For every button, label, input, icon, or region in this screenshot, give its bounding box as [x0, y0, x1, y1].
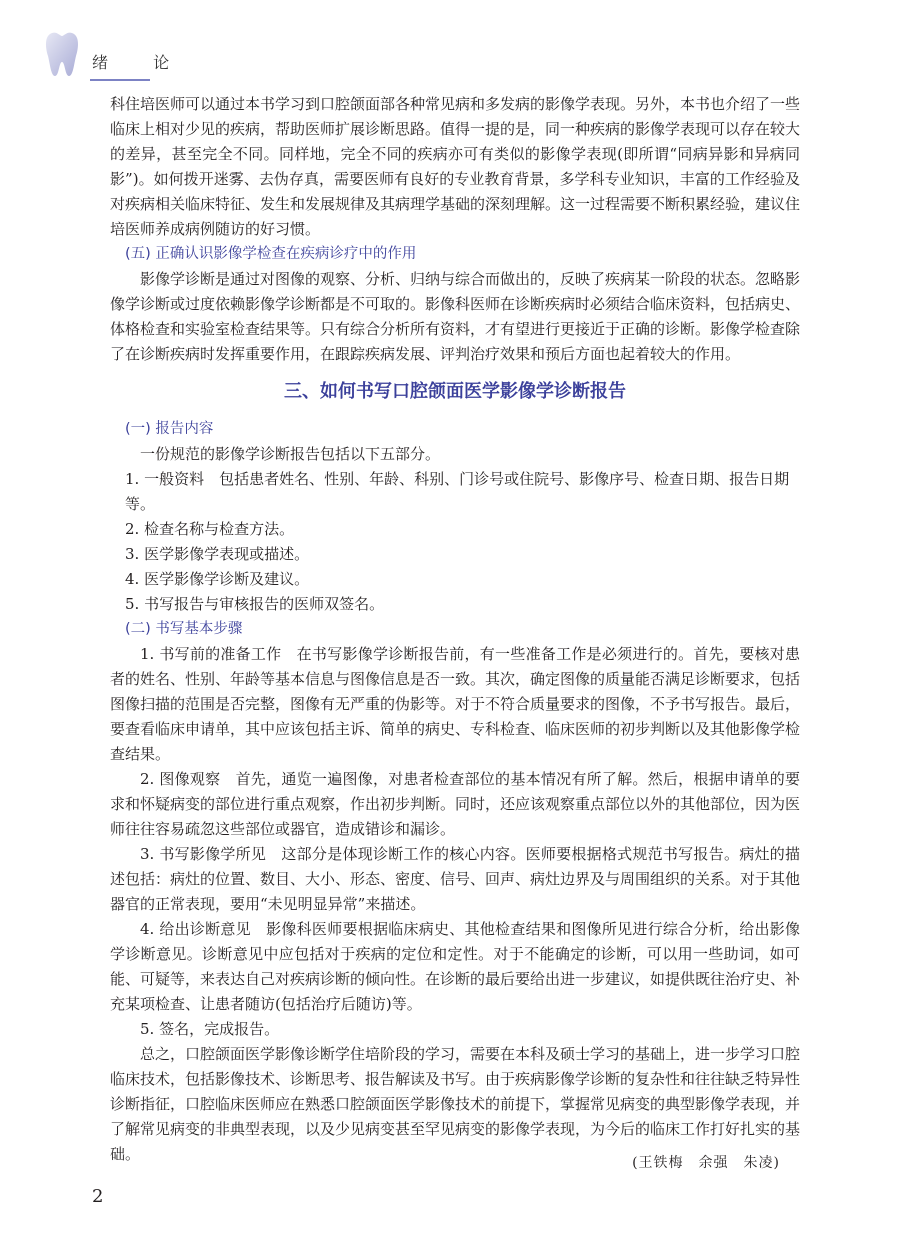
step-paragraph: 3. 书写影像学所见 这部分是体现诊断工作的核心内容。医师要根据格式规范书写报告。病灶的描述包括：病灶的位置、数目、大小、形态、密度、信号、回声、病灶边界及与周围组织的关系。对于其他器官的正常表现，要用“未见明显异常”来描述。: [110, 845, 801, 913]
page-header: [0, 0, 900, 90]
list-item: 5. 书写报告与审核报告的医师双签名。: [125, 595, 385, 613]
list-item: 1. 一般资料 包括患者姓名、性别、年龄、科别、门诊号或住院号、影像序号、检查日期、报告日期等。: [125, 470, 790, 513]
tooth-icon: [44, 30, 80, 78]
summary-paragraph: 总之，口腔颌面医学影像诊断学住培阶段的学习，需要在本科及硕士学习的基础上，进一步学习口腔临床技术，包括影像技术、诊断思考、报告解读及书写。由于疾病影像学诊断的复杂性和往往缺乏特异性诊断指征，口腔临床医师应在熟悉口腔颌面医学影像技术的前提下，掌握常见病变的典型影像学表现，并了解常见病变的非典型表现，以及少见病变甚至罕见病变的影像学表现，为今后的临床工作打好扎实的基础。: [110, 1045, 801, 1163]
intro-paragraph: 科住培医师可以通过本书学习到口腔颌面部各种常见病和多发病的影像学表现。另外，本书也介绍了一些临床上相对少见的疾病，帮助医师扩展诊断思路。值得一提的是，同一种疾病的影像学表现可以存在较大的差异，甚至完全不同。同样地，完全不同的疾病亦可有类似的影像学表现(即所谓“同病异影和异病同影”)。如何拨开迷雾、去伪存真，需要医师有良好的专业教育背景，多学科专业知识，丰富的工作经验及对疾病相关临床特征、发生和发展规律及其病理学基础的深刻理解。这一过程需要不断积累经验，建议住培医师养成病例随访的好习惯。: [110, 95, 801, 238]
list-item: 2. 检查名称与检查方法。: [125, 520, 295, 538]
header-title: 绪 论: [92, 53, 190, 72]
section-title: 三、如何书写口腔颌面医学影像学诊断报告: [284, 381, 626, 402]
page-number: 2: [92, 1186, 104, 1207]
step-paragraph: 1. 书写前的准备工作 在书写影像学诊断报告前，有一些准备工作是必须进行的。首先，要核对患者的姓名、性别、年龄等基本信息与图像信息是否一致。其次，确定图像的质量能否满足诊断要求，包括图像扫描的范围是否完整，图像有无严重的伪影等。对于不符合质量要求的图像，不予书写报告。最后，要查看临床申请单，其中应该包括主诉、简单的病史、专科检查、临床医师的初步判断以及其他影像学检查结果。: [110, 645, 801, 763]
subheading-1: (一) 报告内容: [125, 421, 214, 437]
step-paragraph: 2. 图像观察 首先，通览一遍图像，对患者检查部位的基本情况有所了解。然后，根据申请单的要求和怀疑病变的部位进行重点观察，作出初步判断。同时，还应该观察重点部位以外的其他部位，因为医师往往容易疏忽这些部位或器官，造成错诊和漏诊。: [110, 770, 801, 838]
step-paragraph: 5. 签名，完成报告。: [140, 1020, 280, 1038]
list-item: 3. 医学影像学表现或描述。: [125, 545, 310, 563]
step-paragraph: 4. 给出诊断意见 影像科医师要根据临床病史、其他检查结果和图像所见进行综合分析，给出影像学诊断意见。诊断意见中应包括对于疾病的定位和定性。对于不能确定的诊断，可以用一些助词，如可能、可疑等，来表达自己对疾病诊断的倾向性。在诊断的最后要给出进一步建议，如提供既往治疗史、补充某项检查、让患者随访(包括治疗后随访)等。: [110, 920, 801, 1013]
header-rule: [90, 79, 150, 81]
subheading-2: (二) 书写基本步骤: [125, 621, 243, 637]
page-content: [110, 92, 800, 1167]
report-intro: 一份规范的影像学诊断报告包括以下五部分。: [140, 445, 441, 463]
paragraph-5: 影像学诊断是通过对图像的观察、分析、归纳与综合而做出的，反映了疾病某一阶段的状态。忽略影像学诊断或过度依赖影像学诊断都是不可取的。影像科医师在诊断疾病时必须结合临床资料，包括病史、体格检查和实验室检查结果等。只有综合分析所有资料，才有望进行更接近于正确的诊断。影像学检查除了在诊断疾病时发挥重要作用，在跟踪疾病发展、评判治疗效果和预后方面也起着较大的作用。: [110, 270, 801, 363]
subheading-5: (五) 正确认识影像学检查在疾病诊疗中的作用: [125, 246, 417, 262]
author-signature: (王铁梅 余强 朱凌): [632, 1155, 780, 1171]
list-item: 4. 医学影像学诊断及建议。: [125, 570, 310, 588]
